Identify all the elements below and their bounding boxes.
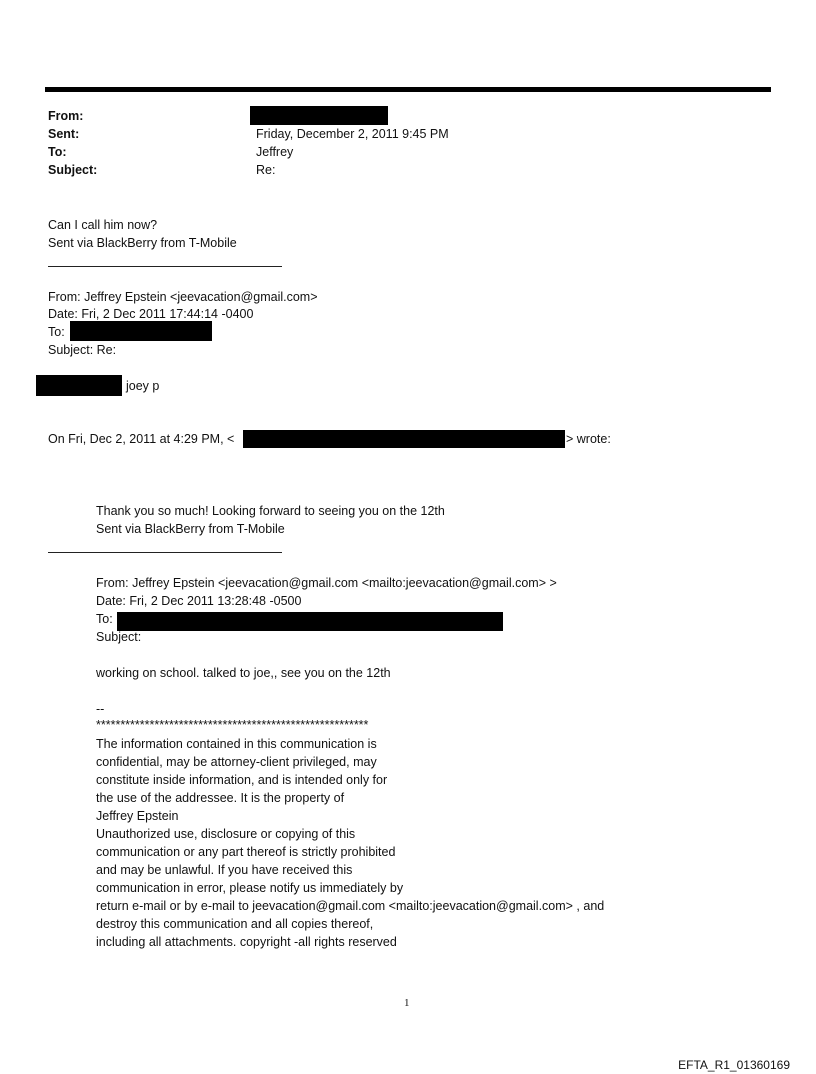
- quoted1-to: To:: [48, 325, 65, 339]
- quoted1-date: Date: Fri, 2 Dec 2011 17:44:14 -0400: [48, 307, 254, 321]
- quoted3-to: To:: [96, 612, 113, 626]
- separator-rule-1: [48, 266, 282, 267]
- disclaimer-line: and may be unlawful. If you have received this: [96, 863, 353, 877]
- reply-line-1: Can I call him now?: [48, 218, 158, 232]
- subject-label: Subject:: [48, 163, 98, 177]
- disclaimer-line: constitute inside information, and is intended only for: [96, 773, 388, 787]
- disclaimer-line: return e-mail or by e-mail to jeevacation@gmail.com <mailto:jeevacation@gmail.com> , and: [96, 899, 605, 913]
- signature-dashes: --: [96, 702, 105, 716]
- disclaimer-line: communication or any part thereof is strictly prohibited: [96, 845, 396, 859]
- sent-label: Sent:: [48, 127, 80, 141]
- disclaimer-line: including all attachments. copyright -all rights reserved: [96, 935, 397, 949]
- signature-stars: ********************************************************: [96, 718, 369, 732]
- quoted1-subject: Subject: Re:: [48, 343, 117, 357]
- redaction-quoted3-to: [117, 612, 503, 631]
- redaction-from: [250, 106, 388, 125]
- quoted1-body: joey p: [126, 379, 160, 393]
- page-number: 1: [404, 997, 410, 1009]
- disclaimer-line: destroy this communication and all copies thereof,: [96, 917, 374, 931]
- disclaimer-line: The information contained in this communication is: [96, 737, 377, 751]
- quoted3-from: From: Jeffrey Epstein <jeevacation@gmail.com <mailto:jeevacation@gmail.com> >: [96, 576, 557, 590]
- quoted1-from: From: Jeffrey Epstein <jeevacation@gmail.com>: [48, 290, 318, 304]
- quoted3-date: Date: Fri, 2 Dec 2011 13:28:48 -0500: [96, 594, 302, 608]
- disclaimer-line: communication in error, please notify us immediately by: [96, 881, 404, 895]
- subject-value: Re:: [256, 163, 276, 177]
- redaction-quoted1-to: [70, 321, 212, 341]
- to-value: Jeffrey: [256, 145, 294, 159]
- sent-value: Friday, December 2, 2011 9:45 PM: [256, 127, 449, 141]
- to-label: To:: [48, 145, 67, 159]
- wrote-suffix: > wrote:: [566, 432, 611, 446]
- disclaimer-line: confidential, may be attorney-client privileged, may: [96, 755, 377, 769]
- disclaimer-line: the use of the addressee. It is the property of: [96, 791, 345, 805]
- quoted3-body: working on school. talked to joe,, see you on the 12th: [96, 666, 391, 680]
- quoted2-line-1: Thank you so much! Looking forward to seeing you on the 12th: [96, 504, 445, 518]
- disclaimer-line: Jeffrey Epstein: [96, 809, 179, 823]
- reply-line-2: Sent via BlackBerry from T-Mobile: [48, 236, 237, 250]
- redaction-sender: [243, 430, 565, 448]
- header-rule: [45, 87, 771, 92]
- separator-rule-2: [48, 552, 282, 553]
- disclaimer-line: Unauthorized use, disclosure or copying of this: [96, 827, 356, 841]
- document-id: EFTA_R1_01360169: [678, 1058, 790, 1072]
- redaction-greeting: [36, 375, 122, 396]
- quoted2-line-2: Sent via BlackBerry from T-Mobile: [96, 522, 285, 536]
- wrote-prefix: On Fri, Dec 2, 2011 at 4:29 PM, <: [48, 432, 235, 446]
- from-label: From:: [48, 109, 84, 123]
- quoted3-subject: Subject:: [96, 630, 142, 644]
